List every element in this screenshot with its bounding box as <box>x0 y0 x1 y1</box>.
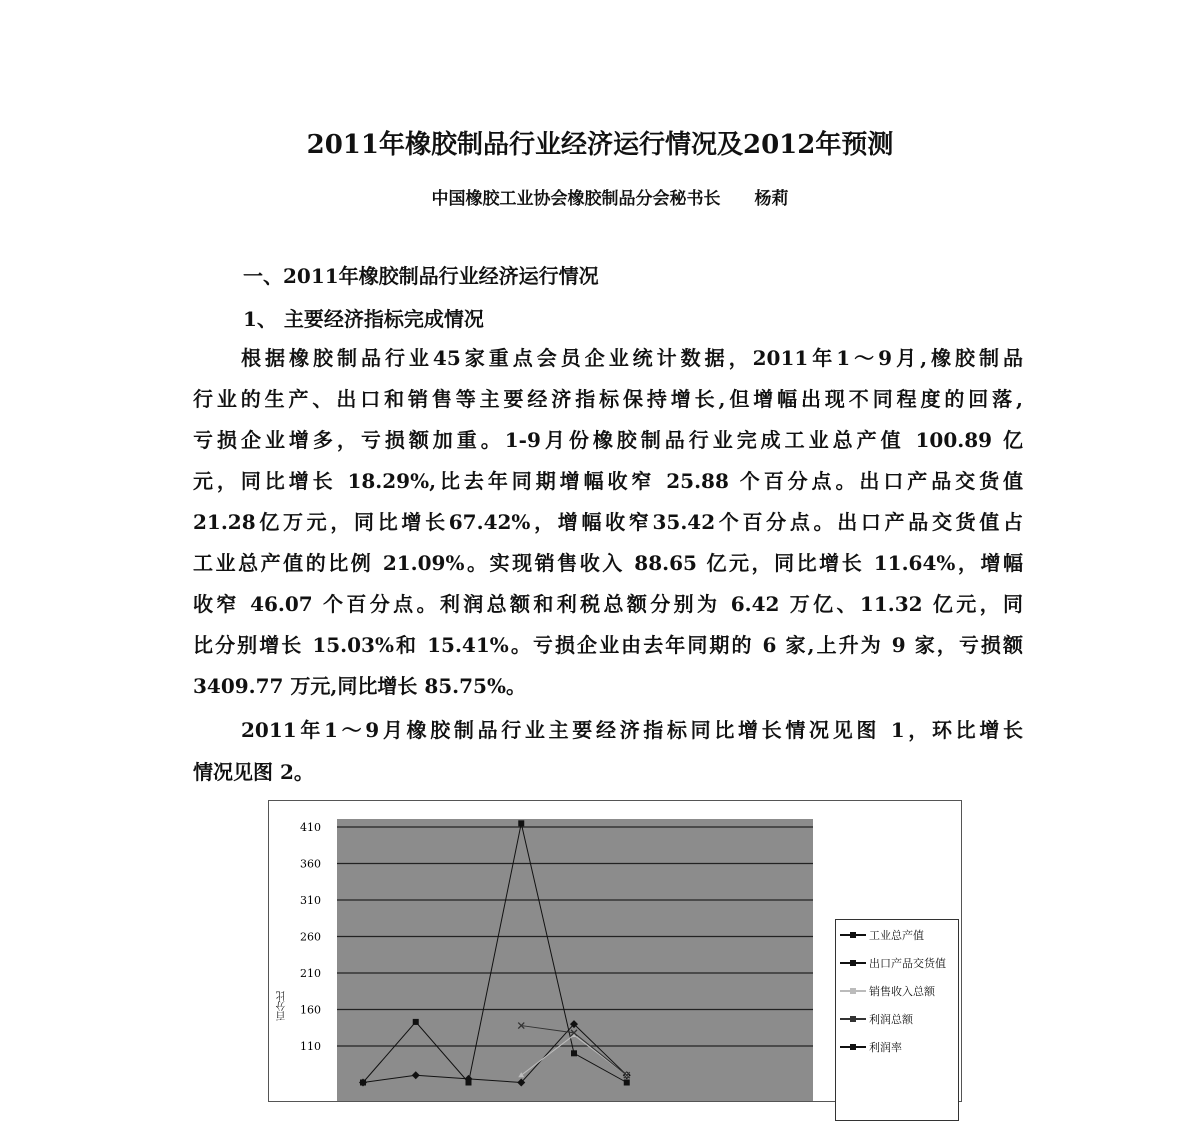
y-tick-label: 310 <box>300 894 321 907</box>
legend-item <box>836 977 958 1004</box>
legend-item <box>836 949 958 976</box>
paragraph-line: 收窄 46.07 个百分点。利润总额和利税总额分别为 6.42 万亿、11.32 亿元，同 <box>193 592 1023 616</box>
legend-marker-icon <box>840 1043 866 1051</box>
chart-figure <box>268 800 962 1102</box>
paragraph-line: 工业总产值的比例 21.09%。实现销售收入 88.65 亿元，同比增长 11.64%，增幅 <box>193 551 1023 575</box>
legend-label: 利润总额 <box>869 1012 913 1026</box>
plot-area <box>337 819 813 1101</box>
y-tick-label: 410 <box>300 821 321 834</box>
paragraph-line: 情况见图 2。 <box>193 760 314 784</box>
y-tick-label: 110 <box>300 1040 321 1053</box>
legend-marker-icon <box>840 959 866 967</box>
legend-item <box>836 921 958 948</box>
legend-label: 工业总产值 <box>869 928 924 942</box>
section-heading: 一、2011年橡胶制品行业经济运行情况 <box>243 264 599 288</box>
legend-label: 出口产品交货值 <box>869 956 946 970</box>
legend-item <box>836 1005 958 1032</box>
document-title: 2011年橡胶制品行业经济运行情况及2012年预测 <box>306 130 894 160</box>
data-point <box>571 1050 577 1056</box>
legend-marker-icon <box>840 931 866 939</box>
data-point <box>360 1080 366 1086</box>
y-tick-label: 360 <box>300 857 321 871</box>
paragraph-line: 根据橡胶制品行业45家重点会员企业统计数据，2011年1～9月,橡胶制品 <box>241 346 1023 370</box>
subsection-heading: 1、 主要经济指标完成情况 <box>243 307 484 331</box>
data-point <box>466 1080 472 1086</box>
y-tick-label: 160 <box>300 1003 321 1017</box>
legend-label: 利润率 <box>869 1040 902 1054</box>
legend-marker-icon <box>840 987 866 995</box>
paragraph-line: 2011年1～9月橡胶制品行业主要经济指标同比增长情况见图 1，环比增长 <box>241 718 1023 742</box>
paragraph-line: 比分别增长 15.03%和 15.41%。亏损企业由去年同期的 6 家,上升为 9 家，亏损额 <box>193 633 1023 657</box>
chart-legend <box>835 919 959 1121</box>
author-name: 杨莉 <box>754 189 789 209</box>
author-line <box>0 184 1200 209</box>
legend-item <box>836 1033 958 1060</box>
paragraph-line: 21.28亿万元，同比增长67.42%，增幅收窄35.42个百分点。出口产品交货值占 <box>193 510 1023 534</box>
legend-marker-icon <box>840 1015 866 1023</box>
paragraph-line: 3409.77 万元,同比增长 85.75%。 <box>193 674 526 698</box>
data-point <box>413 1019 419 1025</box>
paragraph-line: 元，同比增长 18.29%,比去年同期增幅收窄 25.88 个百分点。出口产品交货值 <box>193 469 1023 493</box>
data-point <box>624 1080 630 1086</box>
legend-label: 销售收入总额 <box>869 984 935 998</box>
paragraph-line: 行业的生产、出口和销售等主要经济指标保持增长,但增幅出现不同程度的回落, <box>193 387 1023 411</box>
y-tick-label: 210 <box>300 967 321 980</box>
y-axis-label: 百分比 <box>277 991 288 1021</box>
data-point <box>518 820 524 826</box>
author-org: 中国橡胶工业协会橡胶制品分会秘书长 <box>431 189 721 209</box>
y-tick-label: 260 <box>300 930 321 944</box>
paragraph-line: 亏损企业增多，亏损额加重。1-9月份橡胶制品行业完成工业总产值 100.89 亿 <box>193 428 1023 452</box>
